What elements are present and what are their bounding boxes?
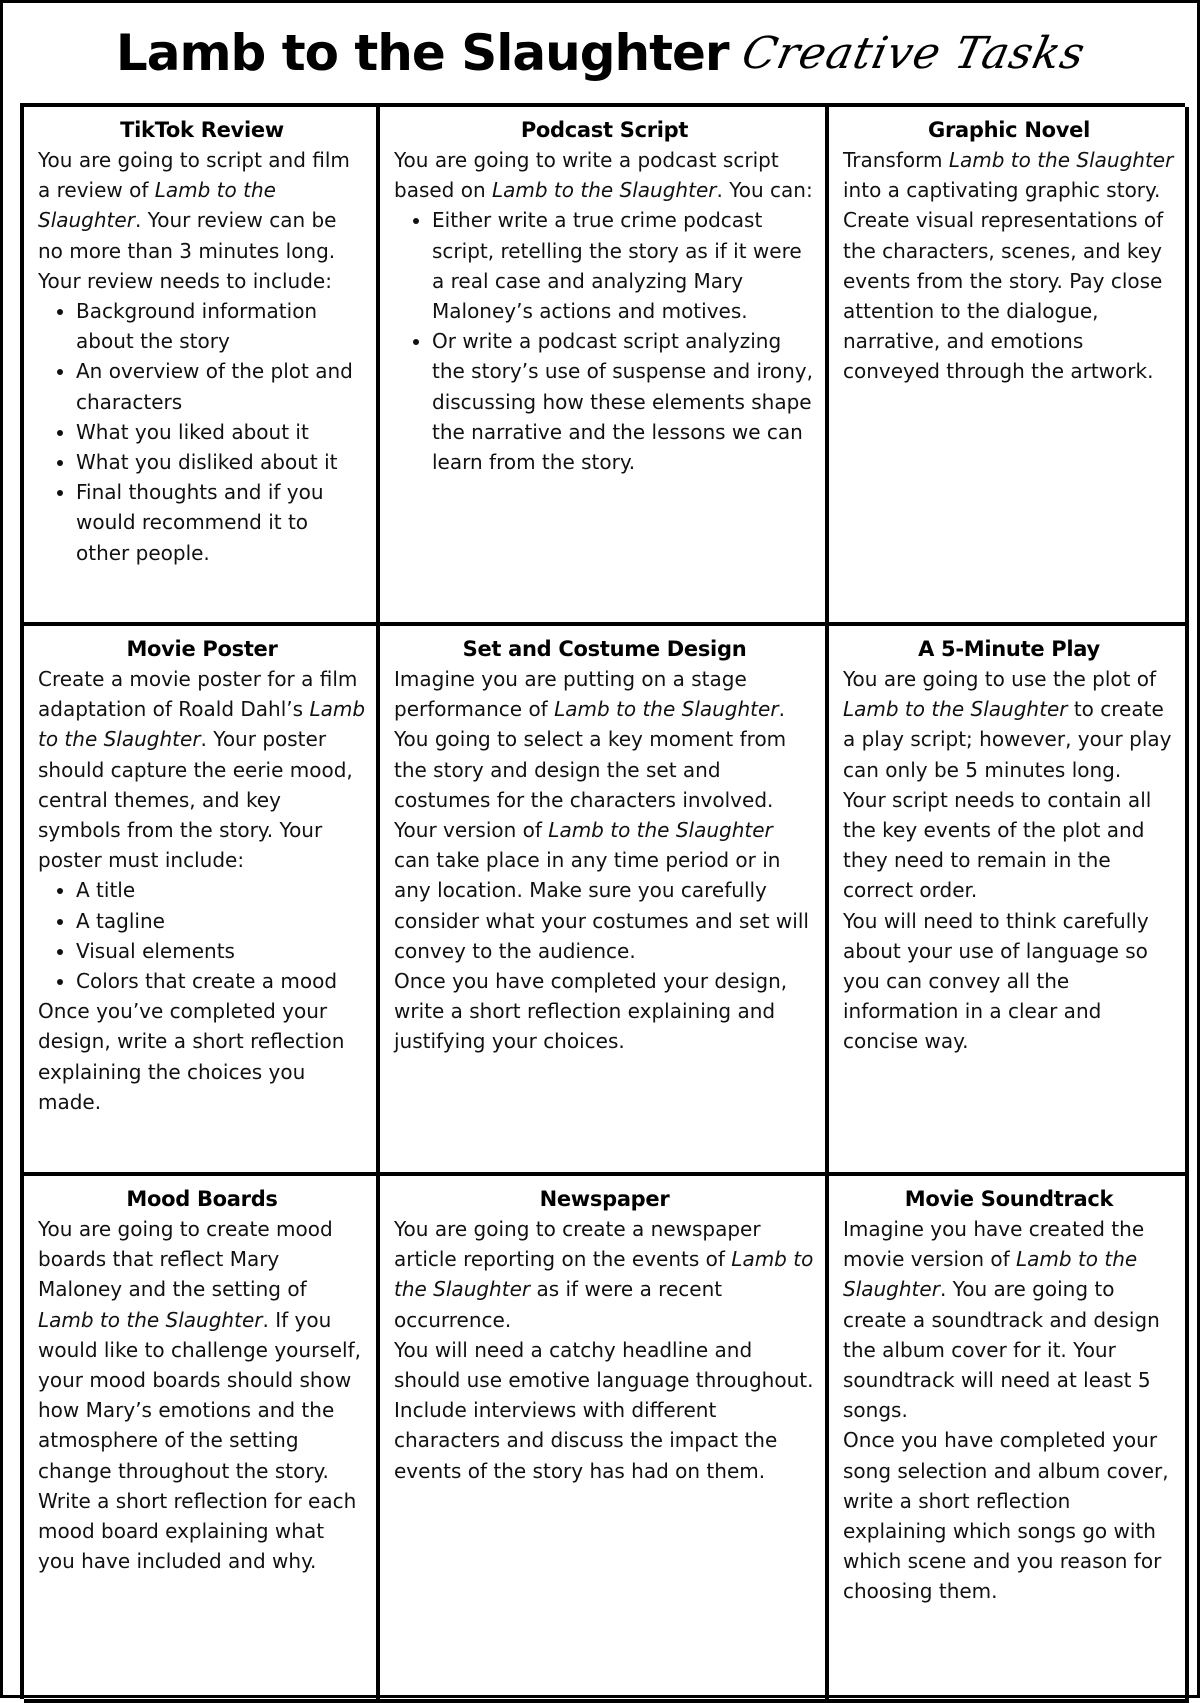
- task-card-movie-poster: [24, 626, 380, 1176]
- task-paragraph: Once you have completed your song selection and album cover, write a short reflection explaining which songs go with which scene and you reason for choosing them.: [843, 1428, 1169, 1604]
- task-paragraph: You will need a catchy headline and should use emotive language throughout.: [394, 1337, 814, 1393]
- task-paragraph: Create a movie poster for a film adaptation of Roald Dahl’s Lamb to the Slaughter. Your poster should capture the eerie mood, central themes, and key symbols from the story. Your poster must include:: [38, 667, 366, 873]
- task-card-a-5-minute-play: [829, 626, 1189, 1176]
- task-bullet-item: • Or write a podcast script analyzing the story’s use of suspense and irony, discussing how these elements shape the narrative and the lessons we can learn from the story.: [432, 326, 815, 477]
- task-card-newspaper: [380, 1176, 829, 1703]
- task-paragraph: You are going to script and film a review of Lamb to the Slaughter. Your review can be no more than 3 minutes long.: [38, 148, 350, 263]
- task-card-movie-soundtrack: [829, 1176, 1189, 1703]
- task-paragraph: Your review needs to include:: [38, 268, 332, 293]
- task-bullet-item: • Visual elements: [76, 936, 366, 966]
- task-paragraph: Write a short reflection for each mood board explaining what you have included and why.: [38, 1488, 357, 1574]
- task-paragraph: Once you’ve completed your design, write a short reflection explaining the choices you made.: [38, 999, 345, 1114]
- task-bullet-item: • A tagline: [76, 906, 366, 936]
- task-paragraph: Imagine you have created the movie version of Lamb to the Slaughter. You are going to create a soundtrack and design the album cover for it. Your soundtrack will need at least 5 songs.: [843, 1217, 1160, 1423]
- task-paragraph: Your script needs to contain all the key events of the plot and they need to remain in the correct order.: [843, 787, 1152, 903]
- task-bullet-item: • An overview of the plot and characters: [76, 356, 366, 416]
- task-paragraph: You are going to create mood boards that reflect Mary Maloney and the setting of Lamb to the Slaughter. If you would like to challenge yourself, your mood boards should show how Mary’s emotions and the atmosphere of the setting change throughout the story.: [38, 1217, 361, 1483]
- page-title: Lamb to the Slaughter: [115, 24, 729, 82]
- task-bullet-item: • Colors that create a mood: [76, 966, 366, 996]
- task-paragraph: Once you have completed your design, write a short reflection explaining and justifying your choices.: [394, 969, 788, 1054]
- task-paragraph: Imagine you are putting on a stage performance of Lamb to the Slaughter. You going to select a key moment from the story and design the set and costumes for the characters involved.: [394, 667, 787, 812]
- task-paragraph: Transform Lamb to the Slaughter into a captivating graphic story. Create visual representations of the characters, scenes, and key events from the story. Pay close attention to the dialogue, narrative, and emotions conveyed through the artwork.: [843, 148, 1174, 384]
- task-bullet-item: • What you liked about it: [76, 417, 366, 447]
- task-bullet-item: • A title: [76, 875, 366, 905]
- page-subtitle: Creative Tasks: [737, 27, 1090, 79]
- task-card-graphic-novel: [829, 107, 1189, 626]
- task-bullet-list: [38, 875, 366, 996]
- task-bullet-item: • What you disliked about it: [76, 447, 366, 477]
- task-paragraph: Your version of Lamb to the Slaughter can take place in any time period or in any location. Make sure you carefully consider what your costumes and set will convey to the audience.: [394, 818, 809, 963]
- task-grid: [20, 103, 1185, 1699]
- task-title: TikTok Review: [120, 118, 284, 142]
- task-card-mood-boards: [24, 1176, 380, 1703]
- task-bullet-list: [38, 296, 366, 568]
- task-bullet-item: • Background information about the story: [76, 296, 366, 356]
- task-card-podcast-script: [380, 107, 829, 626]
- task-title: Mood Boards: [126, 1187, 278, 1211]
- task-title: Movie Soundtrack: [904, 1187, 1114, 1211]
- task-title: Movie Poster: [126, 637, 278, 661]
- task-card-tiktok-review: [24, 107, 380, 626]
- task-card-set-and-costume-design: [380, 626, 829, 1176]
- task-paragraph: You are going to create a newspaper article reporting on the events of Lamb to the Slaughter as if were a recent occurrence.: [394, 1217, 814, 1332]
- task-bullet-item: • Final thoughts and if you would recommend it to other people.: [76, 477, 366, 568]
- task-paragraph: You will need to think carefully about your use of language so you can convey all the information in a clear and concise way.: [843, 908, 1149, 1054]
- task-title: Set and Costume Design: [462, 637, 747, 661]
- task-title: A 5-Minute Play: [918, 637, 1100, 661]
- task-bullet-item: • Either write a true crime podcast script, retelling the story as if it were a real case and analyzing Mary Maloney’s actions and motives.: [432, 205, 815, 326]
- page-header: [3, 3, 1197, 103]
- task-paragraph: You are going to use the plot of Lamb to the Slaughter to create a play script; however, your play can only be 5 minutes long.: [843, 667, 1172, 782]
- task-bullet-list: [394, 205, 815, 477]
- task-title: Podcast Script: [520, 118, 689, 142]
- task-title: Graphic Novel: [928, 118, 1090, 142]
- task-paragraph: You are going to write a podcast script based on Lamb to the Slaughter. You can:: [394, 148, 813, 203]
- task-title: Newspaper: [539, 1187, 670, 1211]
- task-paragraph: Include interviews with different characters and discuss the impact the events of the story has had on them.: [394, 1398, 778, 1483]
